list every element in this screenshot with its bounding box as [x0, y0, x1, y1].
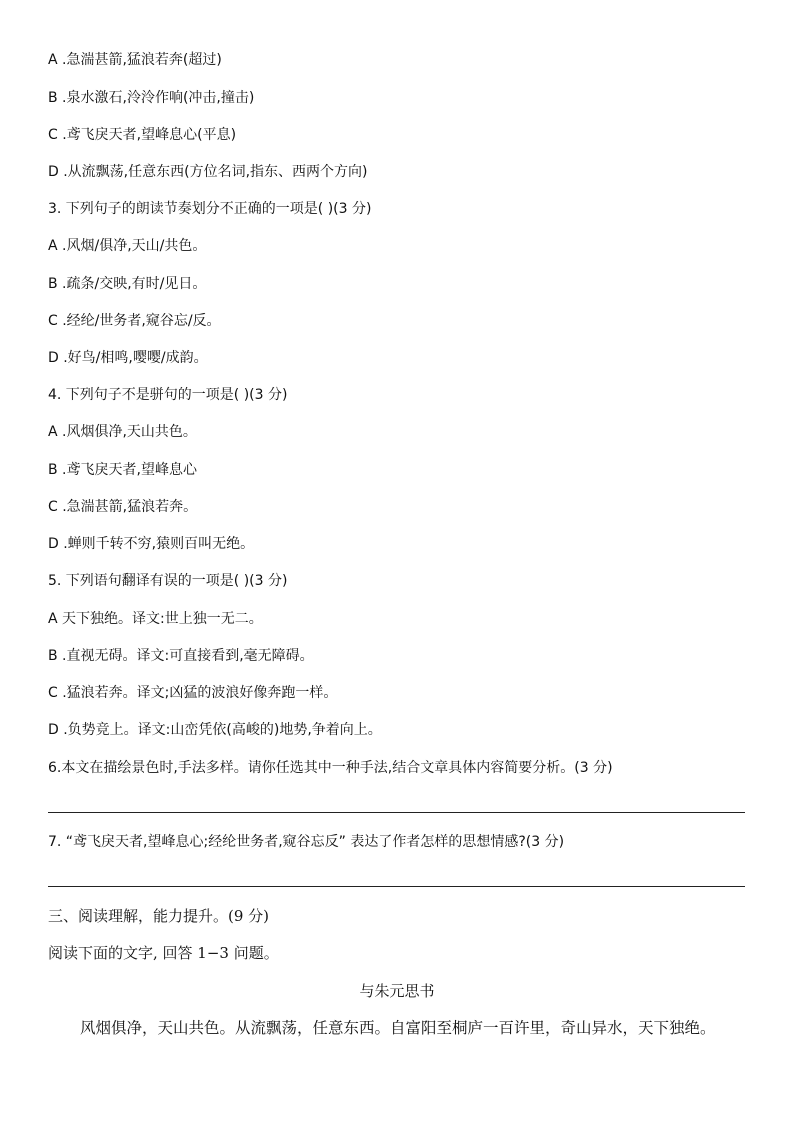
q5-option-d: D .负势竞上。译文:山峦凭依(高峻的)地势,争着向上。 [48, 722, 382, 738]
passage-text: 风烟俱净，天山共色。从流飘荡，任意东西。自富阳至桐庐一百许里，奇山异水，天下独绝。 [80, 1019, 716, 1037]
q6-answer-line[interactable] [48, 812, 745, 813]
q4-option-a: A .风烟俱净,天山共色。 [48, 424, 197, 440]
passage-title: 与朱元思书 [359, 982, 435, 1000]
q4-option-b: B .鸢飞戾天者,望峰息心 [48, 462, 197, 478]
section-instruction: 阅读下面的文字, 回答 1−3 问题。 [48, 944, 279, 962]
q2-option-d: D .从流飘荡,任意东西(方位名词,指东、西两个方向) [48, 164, 368, 180]
section-heading: 三、阅读理解，能力提升。(9 分) [48, 907, 270, 925]
q3-option-c: C .经纶/世务者,窥谷忘/反。 [48, 313, 221, 329]
q4-option-d: D .蝉则千转不穷,猿则百叫无绝。 [48, 536, 255, 552]
q5-option-c: C .猛浪若奔。译文;凶猛的波浪好像奔跑一样。 [48, 685, 338, 701]
q2-option-a: A .急湍甚箭,猛浪若奔(超过) [48, 52, 222, 68]
q2-option-b: B .泉水激石,泠泠作响(冲击,撞击) [48, 90, 255, 106]
q5-option-a: A 天下独绝。译文:世上独一无二。 [48, 611, 263, 627]
q4-option-c: C .急湍甚箭,猛浪若奔。 [48, 499, 198, 515]
q4-stem: 4. 下列句子不是骈句的一项是( )(3 分) [48, 387, 288, 403]
q3-option-d: D .好鸟/相鸣,嘤嘤/成韵。 [48, 350, 208, 366]
q7-question: 7. “鸢飞戾天者,望峰息心;经纶世务者,窥谷忘反” 表达了作者怎样的思想情感?(3 分) [48, 834, 565, 850]
q5-stem: 5. 下列语句翻译有误的一项是( )(3 分) [48, 573, 288, 589]
q2-option-c: C .鸢飞戾天者,望峰息心(平息) [48, 127, 237, 143]
q5-option-b: B .直视无碍。译文:可直接看到,毫无障碍。 [48, 648, 314, 664]
q3-option-b: B .疏条/交映,有时/见日。 [48, 276, 207, 292]
q7-answer-line[interactable] [48, 886, 745, 887]
q3-stem: 3. 下列句子的朗读节奏划分不正确的一项是( )(3 分) [48, 201, 372, 217]
q6-question: 6.本文在描绘景色时,手法多样。请你任选其中一种手法,结合文章具体内容简要分析。(3 分) [48, 760, 613, 776]
q3-option-a: A .风烟/俱净,天山/共色。 [48, 238, 207, 254]
